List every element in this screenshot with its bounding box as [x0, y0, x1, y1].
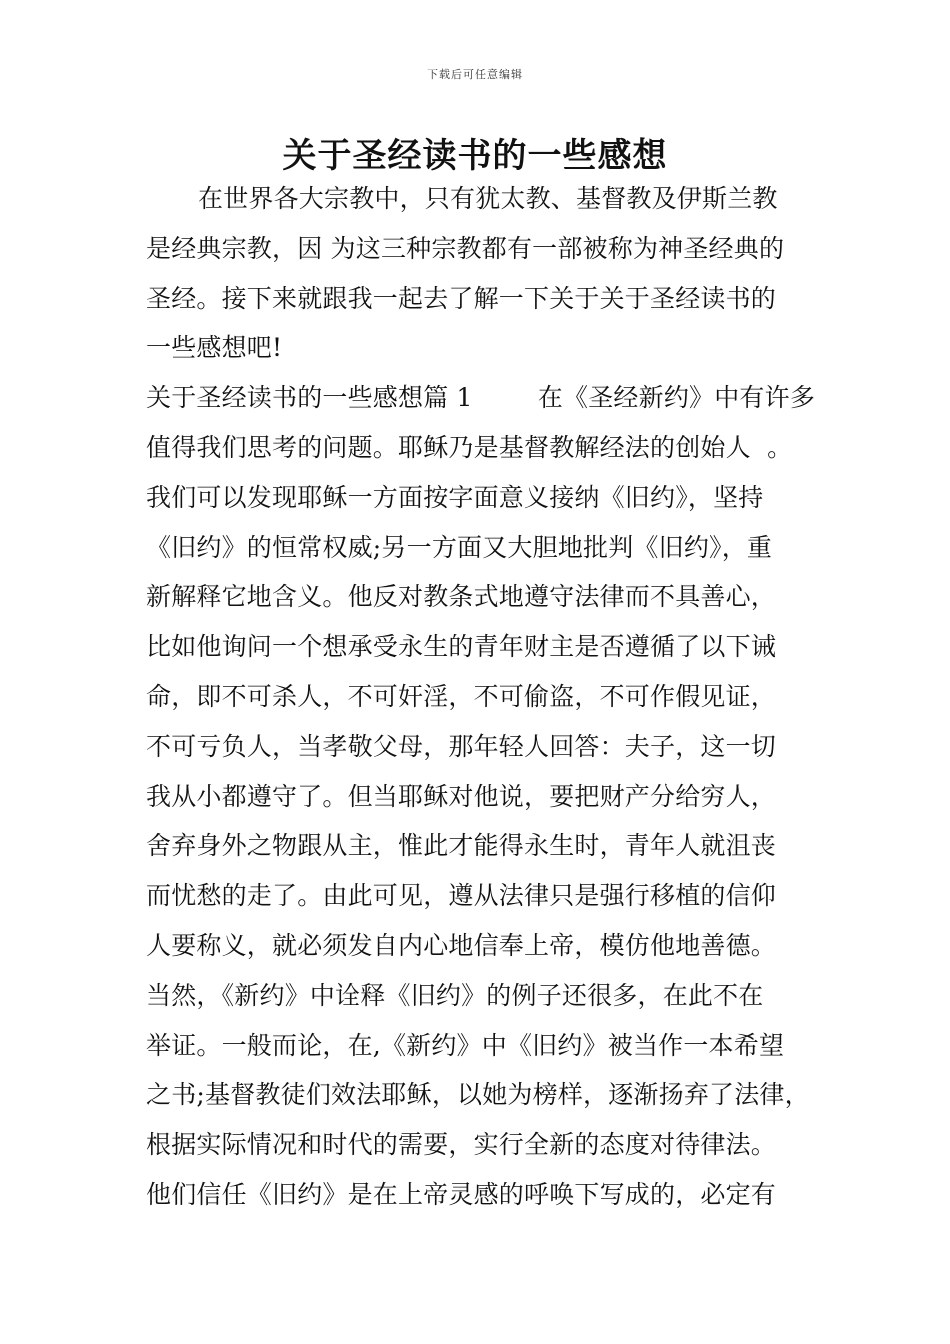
document-title: 关于圣经读书的一些感想	[282, 136, 668, 176]
body-line: 比如他询问一个想承受永生的青年财主是否遵循了以下诫	[146, 632, 777, 662]
document-body	[146, 174, 826, 1220]
body-line: 当然，《新约》中诠释《旧约》的例子还很多，在此不在	[146, 980, 764, 1010]
body-line: 圣经。接下来就跟我一起去了解一下关于关于圣经读书的	[146, 283, 777, 313]
body-line: 在世界各大宗教中，只有犹太教、基督教及伊斯兰教	[198, 184, 778, 213]
body-line: 不可亏负人，当孝敬父母，那年轻人回答：夫子，这一切	[146, 731, 777, 761]
body-line: 新解释它地含义。他反对教条式地遵守法律而不具善心，	[146, 582, 777, 612]
body-line: 举证。一般而论，在,《新约》中《旧约》被当作一本希望	[146, 1030, 785, 1060]
header-note: 下载后可任意编辑	[427, 68, 523, 81]
body-line: 《旧约》的恒常权威;另一方面又大胆地批判《旧约》，重	[146, 532, 773, 562]
body-line: 是经典宗教，因 为这三种宗教都有一部被称为神圣经典的	[146, 233, 785, 263]
body-line: 一些感想吧!	[146, 333, 283, 363]
body-line: 我从小都遵守了。但当耶稣对他说，要把财产分给穷人，	[146, 781, 777, 811]
body-line: 关于圣经读书的一些感想篇 1 在《圣经新约》中有许多	[146, 383, 816, 413]
body-line: 人要称义，就必须发自内心地信奉上帝，模仿他地善德。	[146, 930, 777, 960]
body-line: 根据实际情况和时代的需要，实行全新的态度对待律法。	[146, 1130, 777, 1160]
body-line: 舍弃身外之物跟从主，惟此才能得永生时，青年人就沮丧	[146, 831, 777, 861]
body-line: 之书;基督教徒们效法耶稣，以她为榜样，逐渐扬弃了法律，	[146, 1080, 810, 1110]
body-line: 我们可以发现耶稣一方面按字面意义接纳《旧约》，坚持	[146, 482, 764, 512]
body-line: 命，即不可杀人，不可奸淫，不可偷盗，不可作假见证，	[146, 681, 777, 711]
body-line: 值得我们思考的问题。耶稣乃是基督教解经法的创始人 。	[146, 432, 793, 462]
body-line: 他们信任《旧约》是在上帝灵感的呼唤下写成的，必定有	[146, 1179, 777, 1209]
body-line: 而忧愁的走了。由此可见，遵从法律只是强行移植的信仰	[146, 881, 777, 911]
